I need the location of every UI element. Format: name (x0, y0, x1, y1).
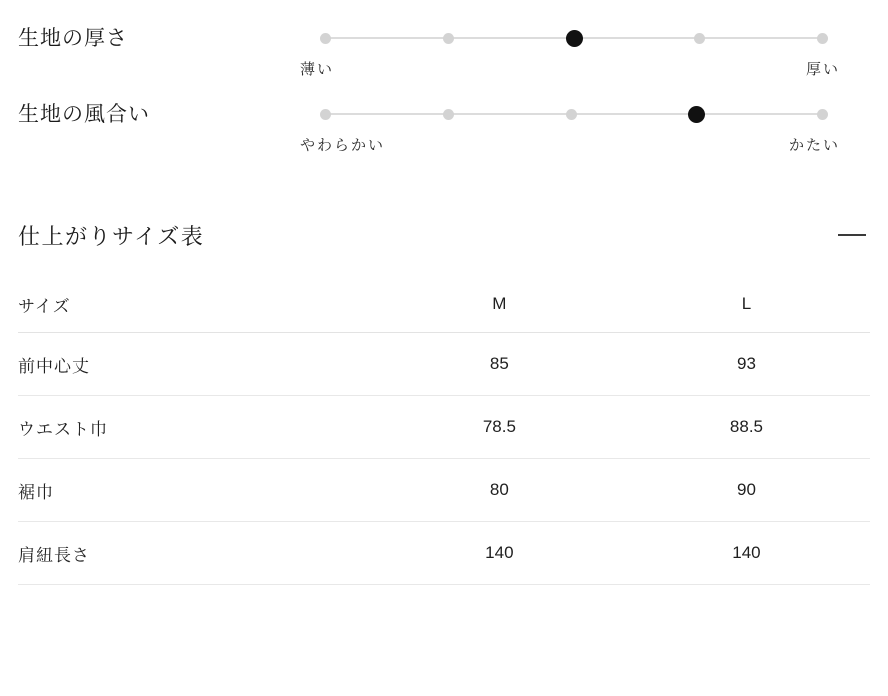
size-table (18, 276, 870, 585)
minus-icon[interactable] (838, 234, 866, 236)
column-header-l: L (623, 276, 870, 333)
column-header-size: サイズ (18, 276, 376, 333)
size-table-body (18, 333, 870, 585)
slider-dot[interactable] (443, 33, 454, 44)
row-value-m: 78.5 (376, 396, 623, 459)
table-row (18, 396, 870, 459)
slider-right-label: かたい (788, 137, 840, 154)
attribute-row-fabric-texture (0, 76, 888, 152)
slider-dot[interactable] (566, 109, 577, 120)
row-value-m: 85 (376, 333, 623, 396)
attribute-row-fabric-thickness (0, 0, 888, 76)
column-header-m: M (376, 276, 623, 333)
table-header-row (18, 276, 870, 333)
attribute-slider[interactable] (300, 0, 840, 78)
attribute-label: 生地の風合い (18, 103, 150, 126)
row-label: 前中心丈 (18, 333, 376, 396)
row-value-l: 140 (623, 522, 870, 585)
slider-left-label: 薄い (300, 61, 335, 78)
row-value-m: 140 (376, 522, 623, 585)
row-value-l: 88.5 (623, 396, 870, 459)
row-label: 肩紐長さ (18, 522, 376, 585)
row-label: ウエスト巾 (18, 396, 376, 459)
slider-dot[interactable] (817, 109, 828, 120)
attribute-slider[interactable] (300, 76, 840, 154)
slider-left-label: やわらかい (300, 137, 386, 154)
slider-dots (320, 106, 828, 122)
table-row (18, 522, 870, 585)
attribute-label: 生地の厚さ (18, 27, 128, 50)
section-spacer (0, 152, 888, 196)
slider-dot[interactable] (320, 109, 331, 120)
row-label: 裾巾 (18, 459, 376, 522)
slider-right-label: 厚い (805, 61, 840, 78)
table-row (18, 333, 870, 396)
row-value-l: 90 (623, 459, 870, 522)
slider-end-labels (300, 134, 840, 155)
row-value-m: 80 (376, 459, 623, 522)
table-row (18, 459, 870, 522)
slider-dot[interactable] (443, 109, 454, 120)
slider-dot-selected[interactable] (566, 30, 583, 47)
slider-dot[interactable] (320, 33, 331, 44)
slider-dot[interactable] (817, 33, 828, 44)
row-value-l: 93 (623, 333, 870, 396)
slider-dot-selected[interactable] (688, 106, 705, 123)
size-table-head (18, 276, 870, 333)
slider-dot[interactable] (694, 33, 705, 44)
page-title: 仕上がりサイズ表 (18, 224, 205, 249)
size-table-header (0, 206, 888, 268)
slider-dots (320, 30, 828, 46)
